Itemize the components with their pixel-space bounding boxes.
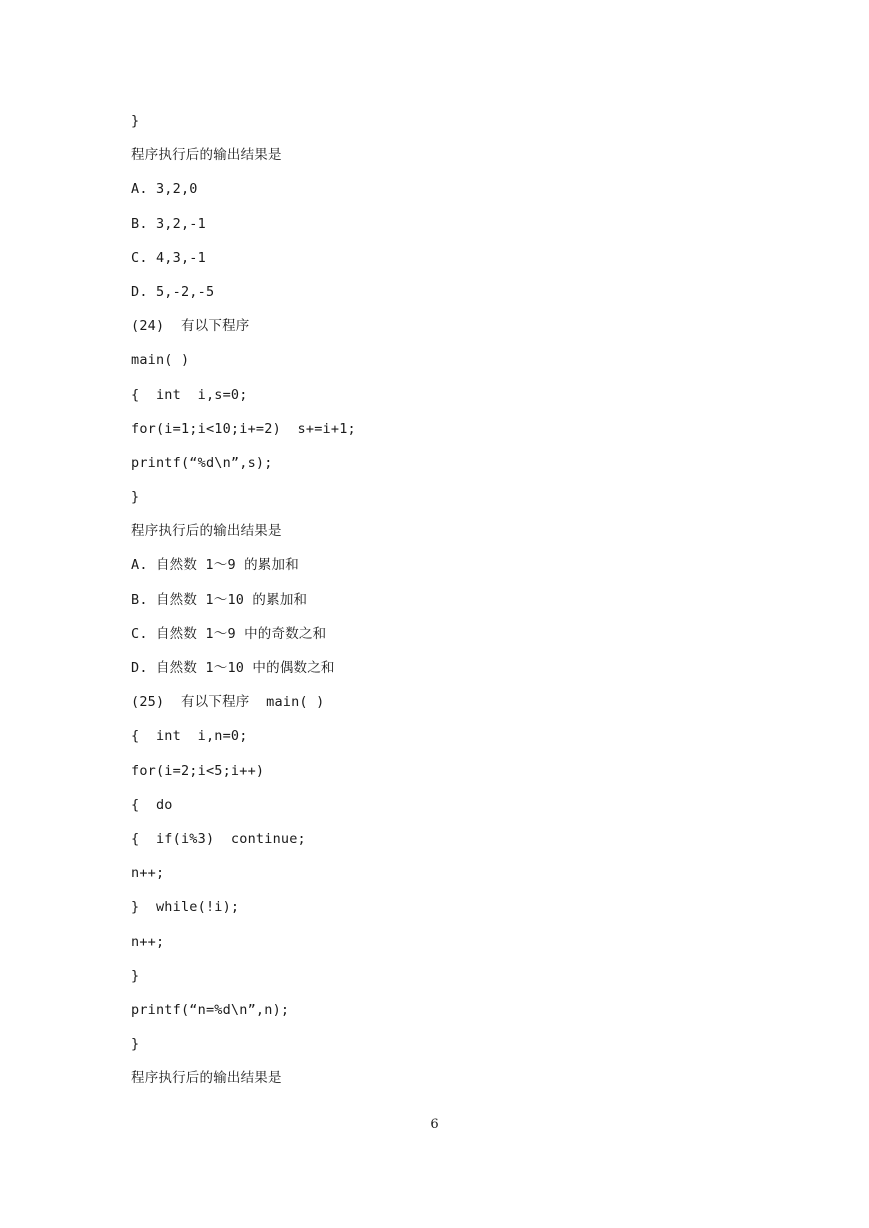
text-line: 程序执行后的输出结果是 (131, 1070, 282, 1087)
text-line: main( ) (131, 352, 190, 369)
text-line: 程序执行后的输出结果是 (131, 523, 282, 540)
text-line: A. 自然数 1～9 的累加和 (131, 557, 299, 574)
text-line: B. 3,2,-1 (131, 215, 206, 232)
text-line: B. 自然数 1～10 的累加和 (131, 591, 308, 608)
text-line: } (131, 489, 140, 506)
text-line: } while(!i); (131, 899, 240, 916)
text-line: D. 自然数 1～10 中的偶数之和 (131, 660, 335, 676)
text-line: n++; (131, 933, 165, 950)
text-line: for(i=2;i<5;i++) (131, 762, 265, 779)
document-body (131, 108, 751, 1099)
text-line: D. 5,-2,-5 (131, 283, 215, 300)
text-line: printf(“n=%d\n”,n); (131, 1001, 290, 1018)
text-line: } (131, 1036, 140, 1053)
text-line: { int i,s=0; (131, 386, 248, 403)
text-line: { if(i%3) continue; (131, 830, 306, 847)
text-line: } (131, 967, 140, 984)
text-line: (25) 有以下程序 main( ) (131, 694, 325, 711)
text-line: A. 3,2,0 (131, 181, 198, 198)
text-line: (24) 有以下程序 (131, 318, 250, 335)
text-line: } (131, 113, 140, 129)
text-line: for(i=1;i<10;i+=2) s+=i+1; (131, 420, 356, 437)
text-line: 程序执行后的输出结果是 (131, 147, 282, 164)
text-line: { int i,n=0; (131, 728, 248, 745)
text-line: C. 4,3,-1 (131, 249, 206, 266)
text-line: printf(“%d\n”,s); (131, 454, 273, 471)
text-line: n++; (131, 865, 165, 882)
text-line: C. 自然数 1～9 中的奇数之和 (131, 625, 327, 642)
text-line: { do (131, 796, 173, 813)
page-number: 6 (430, 1117, 439, 1132)
